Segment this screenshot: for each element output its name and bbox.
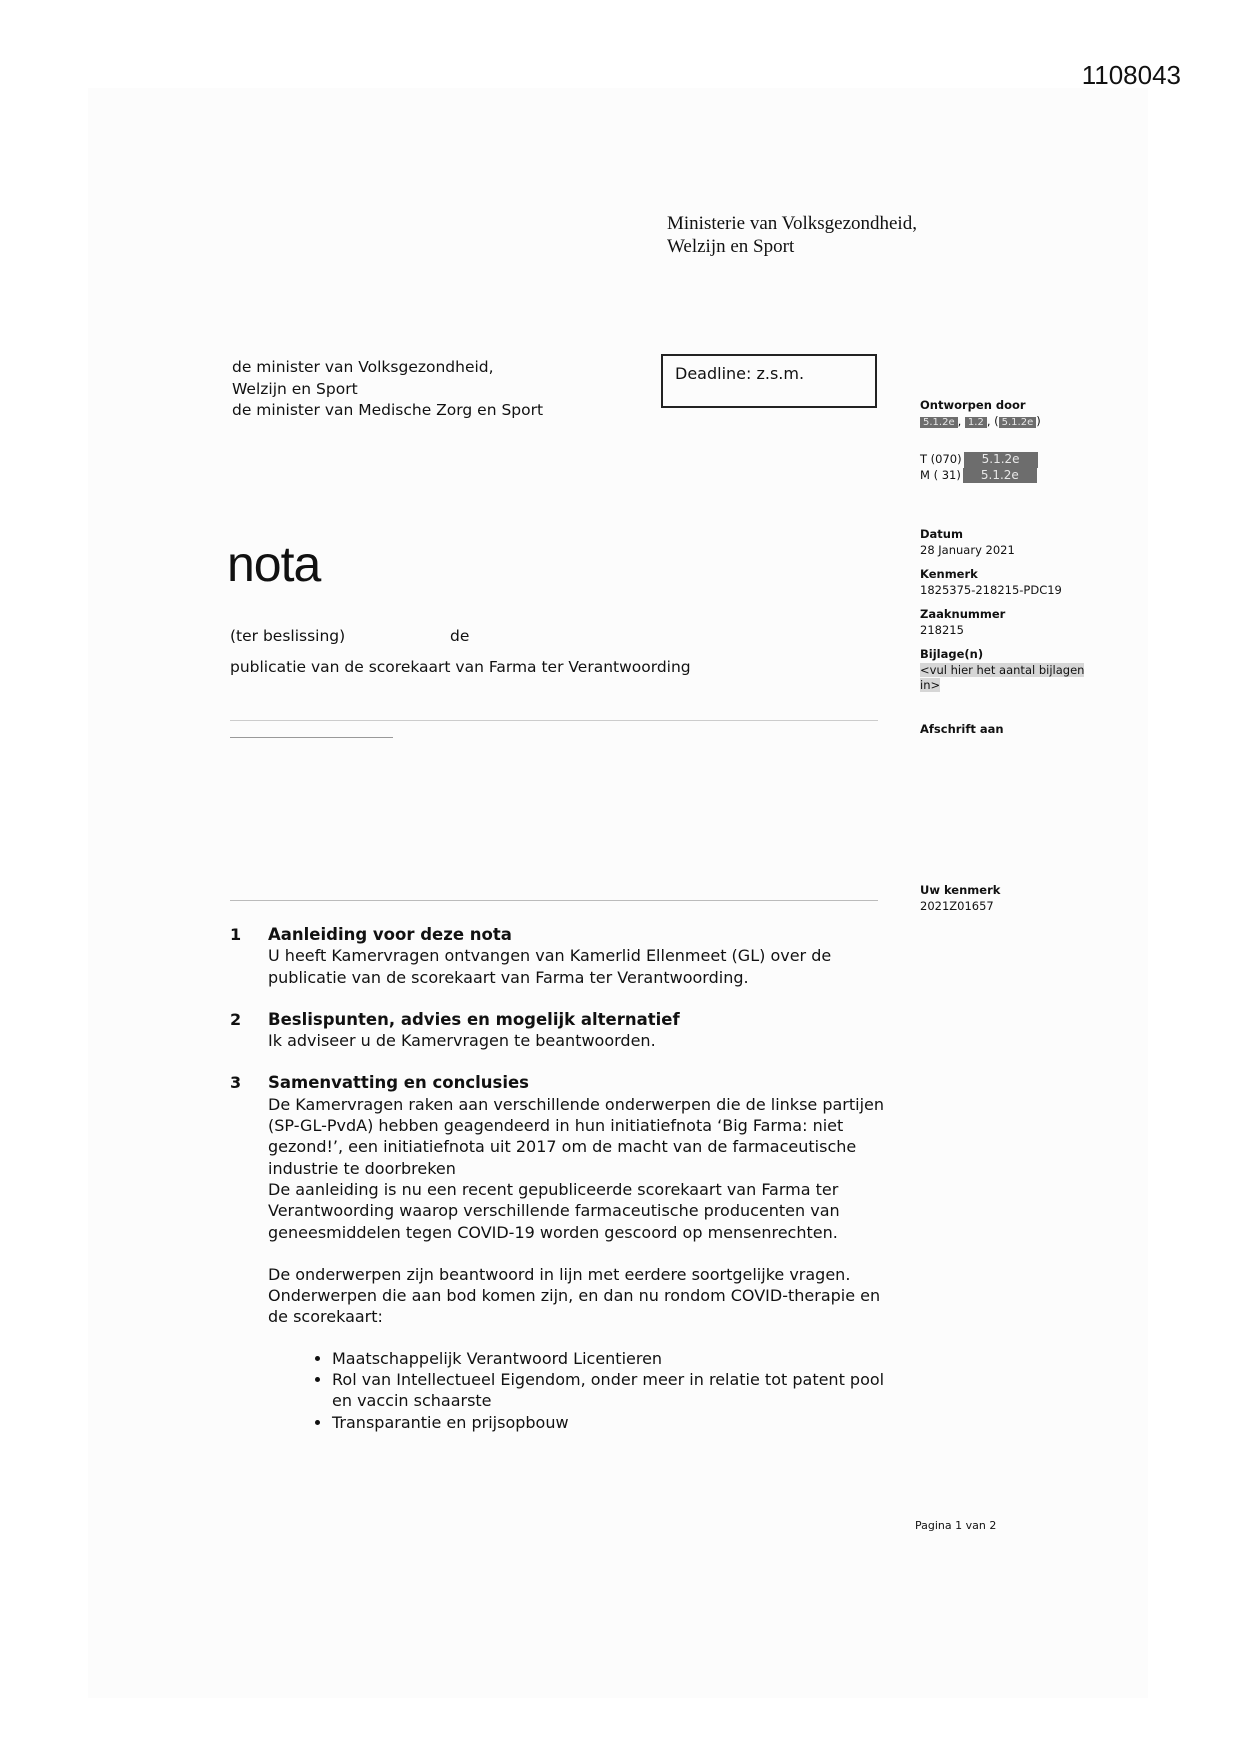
addressee-line: de minister van Medische Zorg en Sport: [232, 401, 544, 419]
list-item: • Maatschappelijk Verantwoord Licentieren: [332, 1348, 910, 1369]
addressee-line: Welzijn en Sport: [232, 379, 358, 398]
section-3: [230, 1072, 910, 1432]
redaction-mark: 5.1.2e: [999, 417, 1037, 428]
copy-to-label: Afschrift aan: [920, 722, 1004, 736]
decision-de: de: [450, 627, 470, 645]
decision-label: (ter beslissing): [230, 627, 346, 645]
section-number: 1: [230, 925, 242, 944]
section-line: De aanleiding is nu een recent gepubliceerde scorekaart van Farma ter: [268, 1179, 839, 1199]
section-line: Onderwerpen die aan bod komen zijn, en dan nu rondom COVID-therapie en: [268, 1286, 881, 1306]
attachments-placeholder: in>: [920, 678, 941, 692]
divider: [230, 720, 878, 721]
designed-by-block: [920, 398, 1120, 430]
your-reference-block: [920, 883, 1120, 914]
section-line: U heeft Kamervragen ontvangen van Kamerlid Ellenmeet (GL) over de: [268, 946, 832, 966]
section-line: gezond!’, een initiatiefnota uit 2017 om de macht van de farmaceutische: [268, 1137, 857, 1157]
section-line: publicatie van de scorekaart van Farma ter Verantwoording.: [268, 967, 749, 987]
section-line: (SP-GL-PvdA) hebben geagendeerd in hun initiatiefnota ‘Big Farma: niet: [268, 1116, 844, 1136]
divider: [230, 900, 878, 901]
redaction-mark: 5.1.2e: [920, 417, 958, 428]
ministry-logo-text: [667, 212, 917, 258]
section-line: Ik adviseer u de Kamervragen te beantwoorden.: [268, 1031, 656, 1051]
phone-block: [920, 452, 1120, 483]
section-2: [230, 1009, 910, 1052]
phone-m: M ( 31) 5.1.2e: [920, 468, 1120, 484]
ministry-line-2: Welzijn en Sport: [667, 236, 795, 257]
section-line: Verantwoording waarop verschillende farmaceutische producenten van: [268, 1201, 840, 1221]
paragraph-gap: [268, 1243, 910, 1264]
section-line: De Kamervragen raken aan verschillende onderwerpen die de linkse partijen: [268, 1094, 885, 1114]
section-line: industrie te doorbreken: [268, 1158, 456, 1178]
section-line: geneesmiddelen tegen COVID-19 worden gescoord op mensenrechten.: [268, 1222, 838, 1242]
reference-value: 1825375-218215-PDC19: [920, 582, 1062, 597]
section-line: De onderwerpen zijn beantwoord in lijn met eerdere soortgelijke vragen.: [268, 1264, 851, 1284]
case-number-label: Zaaknummer: [920, 607, 1006, 621]
page-number: Pagina 1 van 2: [915, 1519, 997, 1532]
case-number-value: 218215: [920, 622, 964, 637]
case-number-block: [920, 607, 1120, 638]
addressee-line: de minister van Volksgezondheid,: [232, 358, 494, 376]
copy-to-block: [920, 722, 1120, 738]
your-reference-label: Uw kenmerk: [920, 883, 1001, 897]
section-number: 2: [230, 1009, 242, 1029]
list-item: • Rol van Intellectueel Eigendom, onder meer in relatie tot patent pool en vaccin schaarste: [332, 1369, 910, 1412]
section-1: [230, 924, 910, 988]
subject-line: publicatie van de scorekaart van Farma ter Verantwoording: [230, 658, 691, 676]
your-reference-value: 2021Z01657: [920, 898, 994, 913]
reference-block: [920, 567, 1120, 598]
redaction-mark: 5.1.2e: [964, 452, 1038, 468]
section-number: 3: [230, 1073, 242, 1093]
body-sections: [230, 924, 910, 1454]
date-label: Datum: [920, 527, 963, 541]
decision-line: [230, 627, 470, 645]
phone-t: T (070) 5.1.2e: [920, 452, 1120, 468]
section-heading: Beslispunten, advies en mogelijk alternatief: [268, 1009, 680, 1029]
divider: [230, 737, 393, 738]
list-item: • Transparantie en prijsopbouw: [332, 1412, 910, 1433]
reference-label: Kenmerk: [920, 567, 978, 581]
designed-by-value: 5.1.2e , 1.2 , ( 5.1.2e ): [920, 414, 1120, 431]
document-title: nota: [227, 536, 321, 592]
document-number: 1108043: [1081, 60, 1181, 90]
addressee-block: [232, 357, 543, 422]
designed-by-label: Ontworpen door: [920, 398, 1026, 412]
attachments-placeholder: <vul hier het aantal bijlagen: [920, 662, 1085, 677]
deadline-box: Deadline: z.s.m.: [661, 354, 877, 408]
redaction-mark: 1.2: [965, 417, 987, 428]
date-block: [920, 527, 1120, 558]
section-heading: Aanleiding voor deze nota: [268, 925, 512, 944]
redaction-mark: 5.1.2e: [963, 468, 1037, 484]
attachments-block: [920, 647, 1120, 694]
section-line: de scorekaart:: [268, 1307, 383, 1327]
date-value: 28 January 2021: [920, 542, 1015, 557]
section-heading: Samenvatting en conclusies: [268, 1073, 529, 1093]
bullet-list: [268, 1348, 910, 1433]
ministry-line-1: Ministerie van Volksgezondheid,: [667, 213, 917, 234]
attachments-label: Bijlage(n): [920, 647, 984, 661]
